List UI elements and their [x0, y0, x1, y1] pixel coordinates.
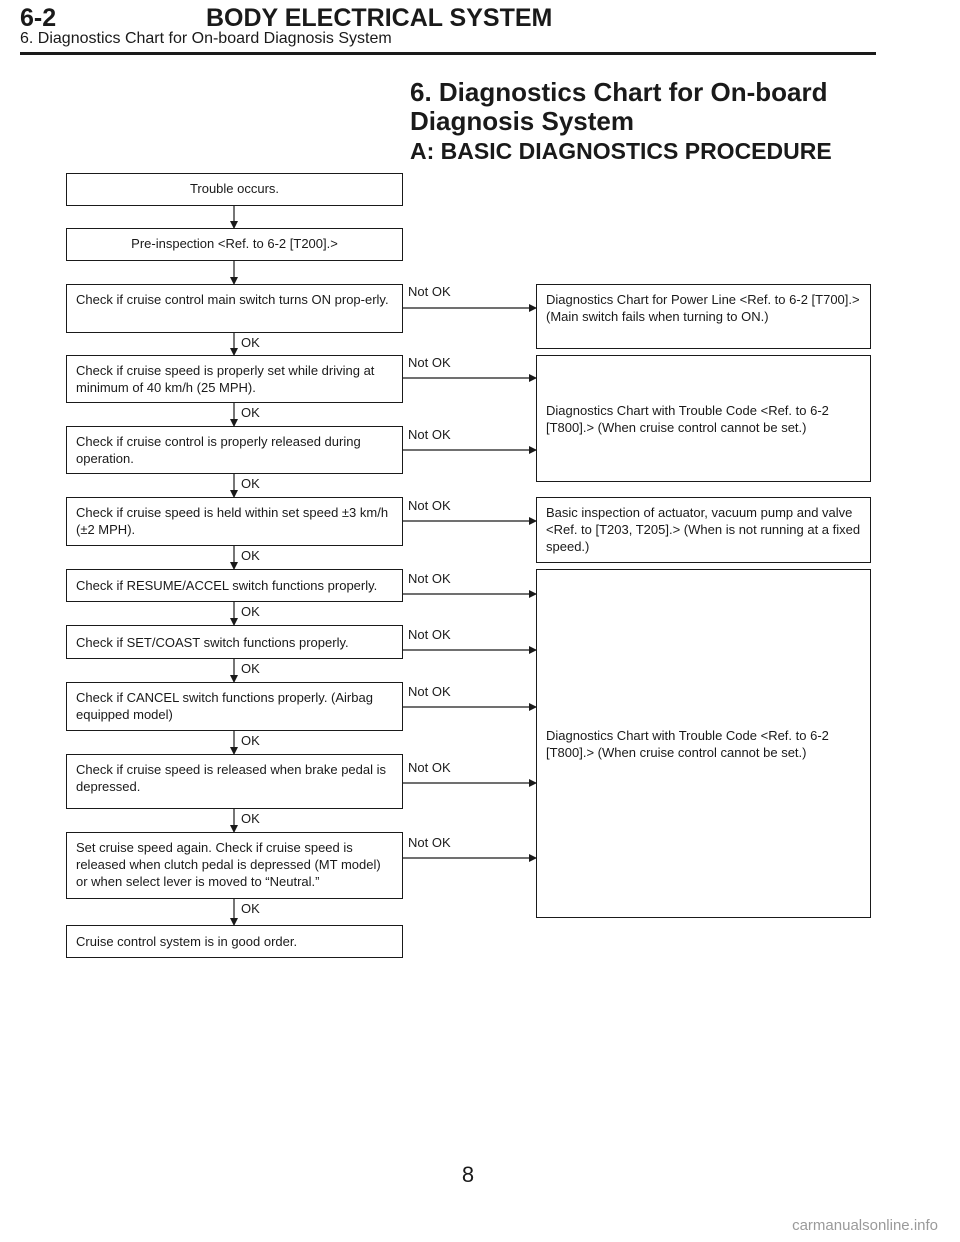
- watermark: carmanualsonline.info: [792, 1217, 938, 1234]
- not-ok-label: Not OK: [408, 835, 451, 850]
- ok-label: OK: [241, 811, 260, 826]
- not-ok-label: Not OK: [408, 760, 451, 775]
- ok-label: OK: [241, 733, 260, 748]
- not-ok-label: Not OK: [408, 571, 451, 586]
- not-ok-label: Not OK: [408, 684, 451, 699]
- ok-label: OK: [241, 901, 260, 916]
- chapter-title-line1: 6. Diagnostics Chart for On-board: [410, 77, 828, 107]
- final-box-good-order: Cruise control system is in good order.: [66, 925, 403, 958]
- not-ok-label: Not OK: [408, 427, 451, 442]
- ok-label: OK: [241, 335, 260, 350]
- ok-label: OK: [241, 604, 260, 619]
- step-box-held-speed: Check if cruise speed is held within set speed ±3 km/h (±2 MPH).: [66, 497, 403, 546]
- not-ok-label: Not OK: [408, 355, 451, 370]
- result-box-trouble-code-switches: Diagnostics Chart with Trouble Code <Ref. to 6-2 [T800].> (When cruise control cannot be set.): [536, 569, 871, 918]
- step-box-set-speed: Check if cruise speed is properly set while driving at minimum of 40 km/h (25 MPH).: [66, 355, 403, 403]
- not-ok-label: Not OK: [408, 627, 451, 642]
- step-box-set-coast: Check if SET/COAST switch functions properly.: [66, 625, 403, 659]
- result-box-trouble-code: Diagnostics Chart with Trouble Code <Ref. to 6-2 [T800].> (When cruise control cannot be set.): [536, 355, 871, 482]
- subtitle: A: BASIC DIAGNOSTICS PROCEDURE: [410, 138, 832, 164]
- preinspection-box: Pre-inspection <Ref. to 6-2 [T200].>: [66, 228, 403, 261]
- running-head: 6. Diagnostics Chart for On-board Diagnosis System: [20, 30, 392, 47]
- chapter-title-line2: Diagnosis System: [410, 106, 634, 136]
- page-number: 6-2: [20, 4, 57, 32]
- section-title: BODY ELECTRICAL SYSTEM: [206, 4, 553, 32]
- ok-label: OK: [241, 548, 260, 563]
- step-box-cancel-switch: Check if CANCEL switch functions properly. (Airbag equipped model): [66, 682, 403, 731]
- result-box-power-line: Diagnostics Chart for Power Line <Ref. to 6-2 [T700].> (Main switch fails when turning to ON.): [536, 284, 871, 349]
- ok-label: OK: [241, 405, 260, 420]
- step-box-main-switch: Check if cruise control main switch turns ON prop-erly.: [66, 284, 403, 333]
- trouble-occurs-box: Trouble occurs.: [66, 173, 403, 206]
- step-box-resume-accel: Check if RESUME/ACCEL switch functions properly.: [66, 569, 403, 602]
- not-ok-label: Not OK: [408, 498, 451, 513]
- not-ok-label: Not OK: [408, 284, 451, 299]
- ok-label: OK: [241, 661, 260, 676]
- footer-page-number: 8: [461, 1162, 475, 1187]
- step-box-brake-pedal: Check if cruise speed is released when brake pedal is depressed.: [66, 754, 403, 809]
- ok-label: OK: [241, 476, 260, 491]
- step-box-clutch-pedal: Set cruise speed again. Check if cruise speed is released when clutch pedal is depressed (MT model) or when select lever is moved to “Neutral.”: [66, 832, 403, 899]
- step-box-release: Check if cruise control is properly released during operation.: [66, 426, 403, 474]
- result-box-actuator: Basic inspection of actuator, vacuum pump and valve <Ref. to [T203, T205].> (When is not running at a fixed speed.): [536, 497, 871, 563]
